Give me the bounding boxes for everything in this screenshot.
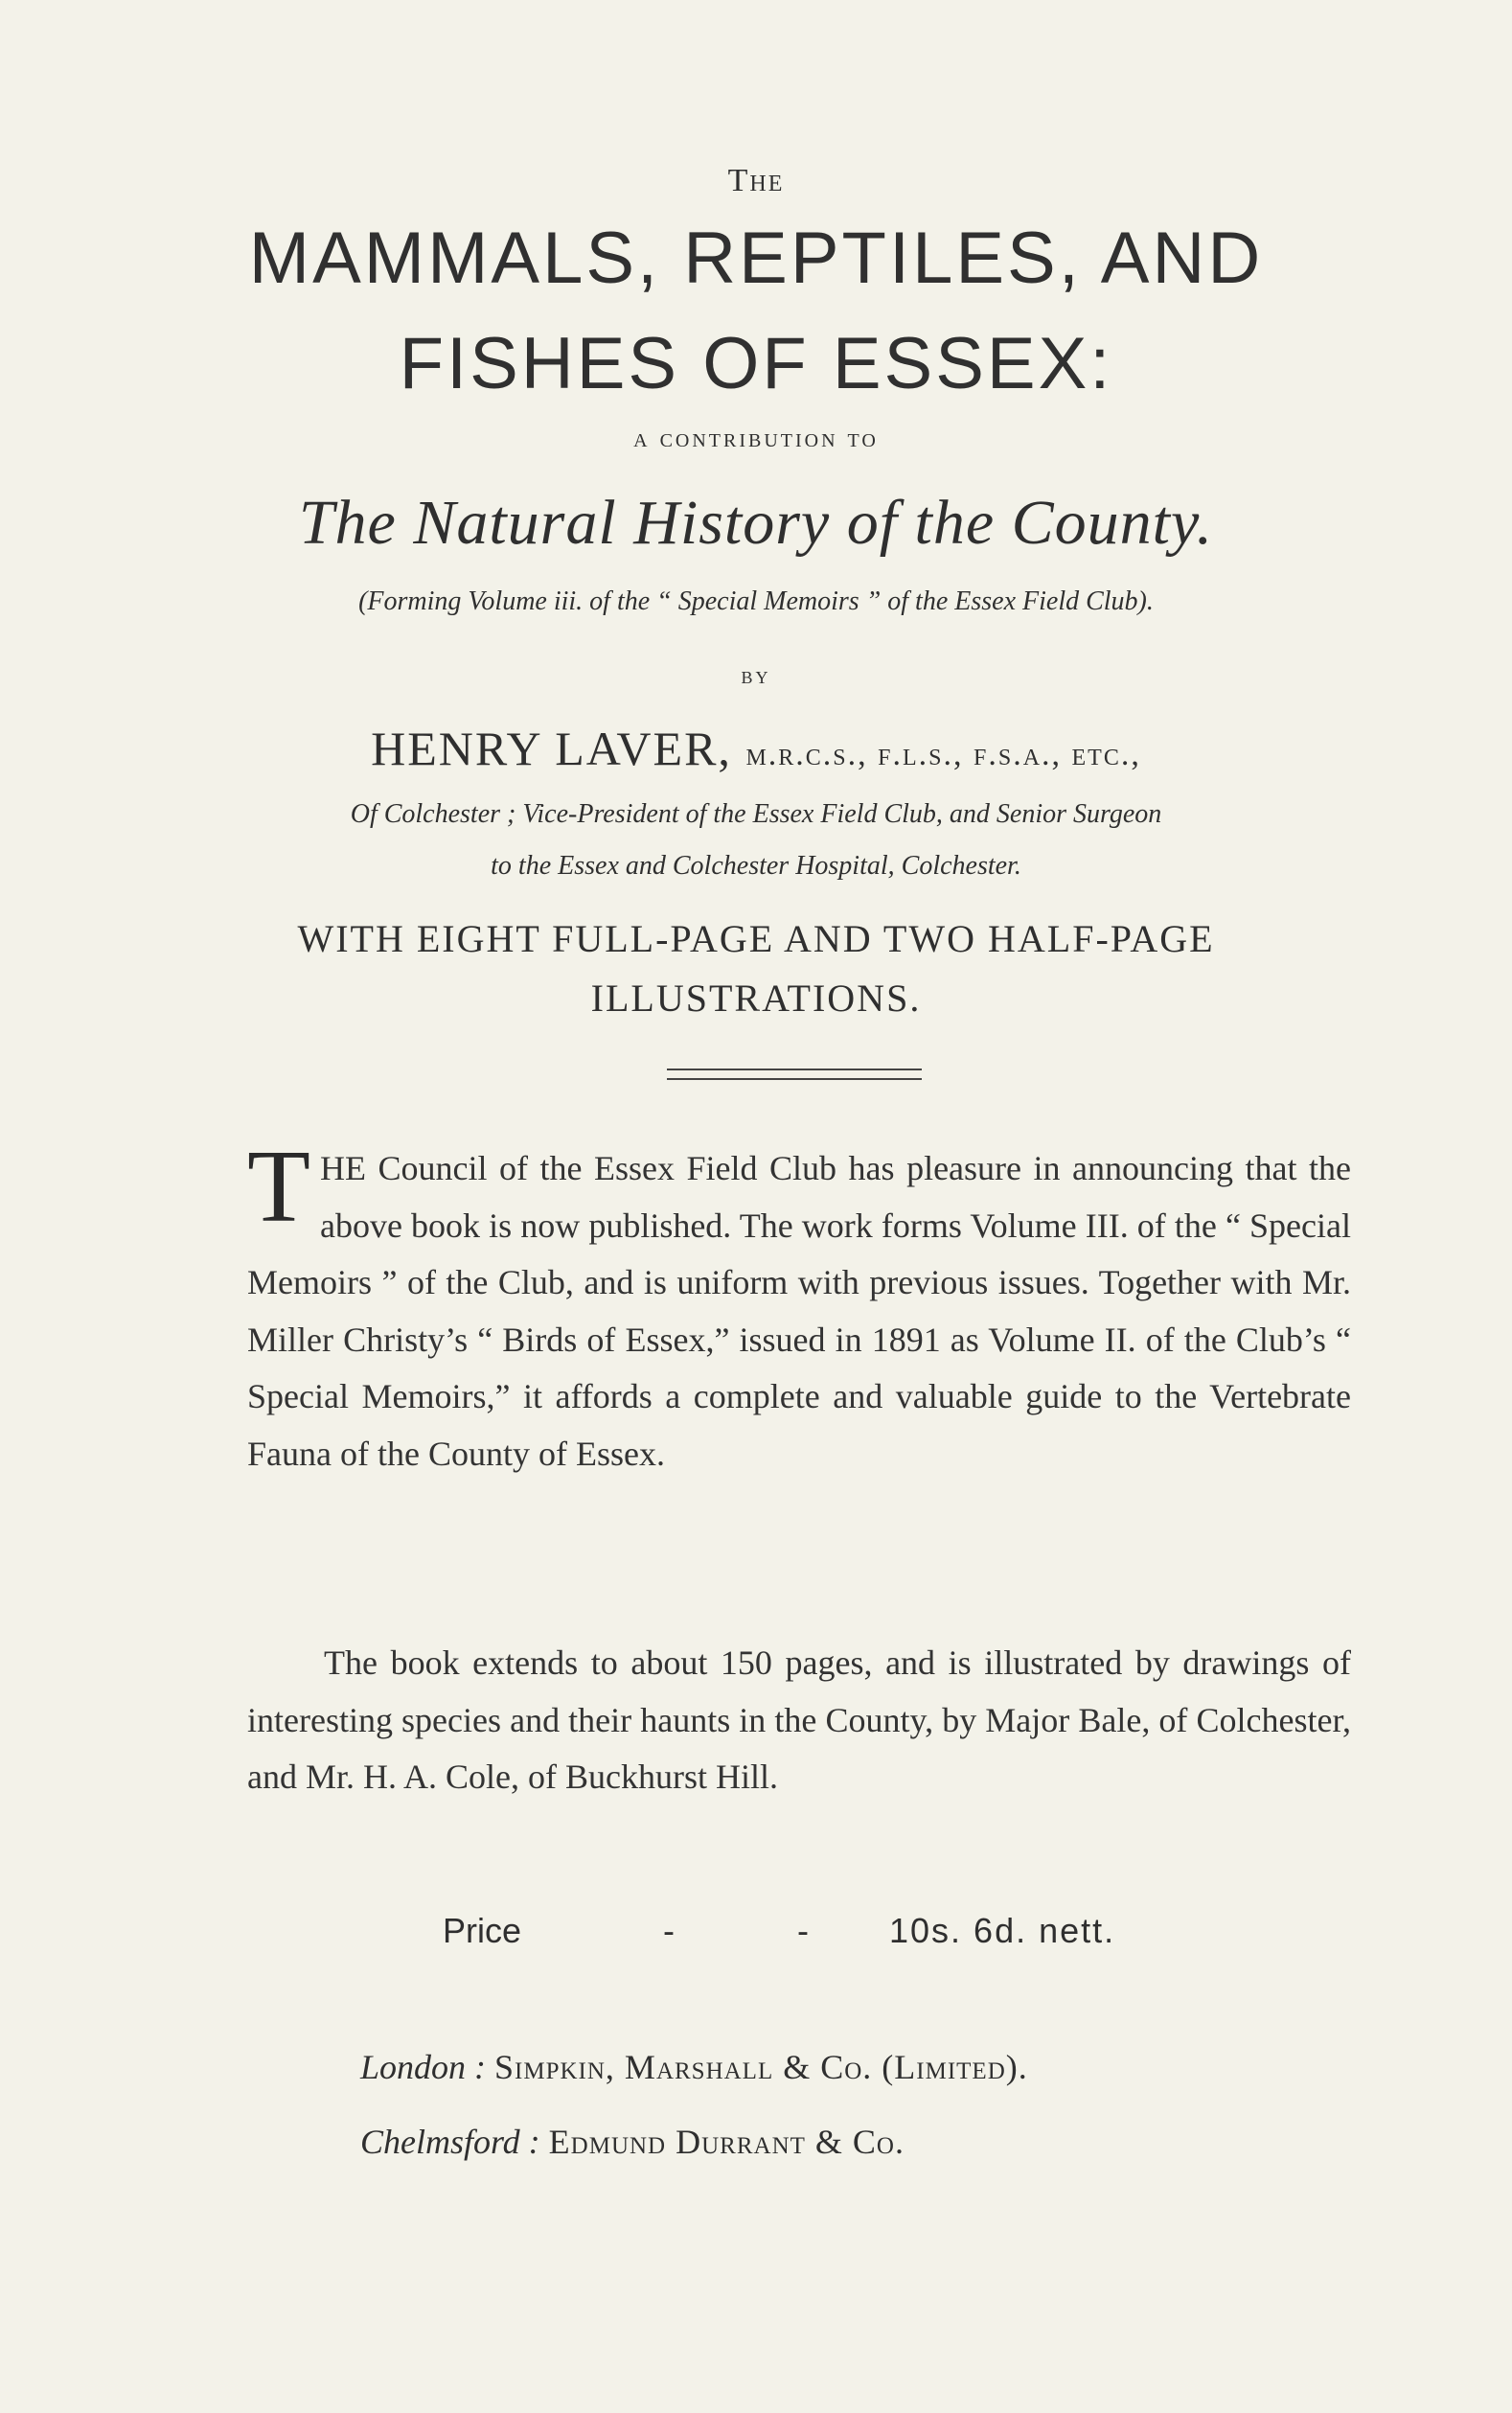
price-dash: - <box>663 1911 675 1950</box>
book-details-paragraph: The book extends to about 150 pages, and is illustrated by drawings of interesting species and their haunts in the County, by Major Bale, of Colchester, and Mr. H. A. Cole, of Buckhurst Hill. <box>247 1643 1351 1796</box>
author-name: HENRY LAVER, <box>371 722 732 775</box>
publisher-chelmsford <box>360 2122 905 2162</box>
by-line: by <box>741 661 771 689</box>
publisher-place: London : <box>360 2048 487 2086</box>
contribution-line: a contribution to <box>633 424 879 453</box>
publisher-london <box>360 2047 1028 2087</box>
forming-volume-note: (Forming Volume iii. of the “ Special Memoirs ” of the Essex Field Club). <box>358 586 1154 616</box>
price-dash: - <box>797 1911 809 1950</box>
title-line-2: FISHES OF ESSEX: <box>399 323 1113 404</box>
double-rule-divider <box>667 1069 922 1080</box>
publisher-house: Simpkin, Marshall & Co. (Limited). <box>494 2048 1028 2086</box>
drop-cap: T <box>247 1130 310 1244</box>
price-value: 10s. 6d. nett. <box>889 1911 1116 1950</box>
title-line-1: MAMMALS, REPTILES, AND <box>248 218 1264 299</box>
subtitle: The Natural History of the County. <box>298 488 1214 558</box>
illustrations-line-1: WITH EIGHT FULL-PAGE AND TWO HALF-PAGE <box>297 917 1215 960</box>
price-label: Price <box>443 1911 522 1950</box>
author-line <box>0 721 1512 776</box>
price-row <box>0 1911 1512 1959</box>
announcement-text: HE Council of the Essex Field Club has pleasure in announcing that the above book is now published. The work forms Volume III. of the “ Special Memoirs ” of the Club, and is uniform with previous issues. Together with Mr. Miller Christy’s “ Birds of Essex,” issued in 1891 as Volume II. of the Club’s “ Special Memoirs,” it affords a complete and valuable guide to the Vertebrate Fauna of the County of Essex. <box>247 1149 1351 1473</box>
announcement-paragraph <box>247 1130 1351 1482</box>
author-degrees: m.r.c.s., f.l.s., f.s.a., etc., <box>745 737 1141 772</box>
illustrations-line-2: ILLUSTRATIONS. <box>590 977 922 1020</box>
publisher-place: Chelmsford : <box>360 2123 540 2161</box>
title-article: The <box>727 163 785 198</box>
publisher-house: Edmund Durrant & Co. <box>548 2123 905 2161</box>
affiliation-line-1: Of Colchester ; Vice-President of the Essex Field Club, and Senior Surgeon <box>350 799 1162 829</box>
affiliation-line-2: to the Essex and Colchester Hospital, Colchester. <box>491 851 1021 881</box>
